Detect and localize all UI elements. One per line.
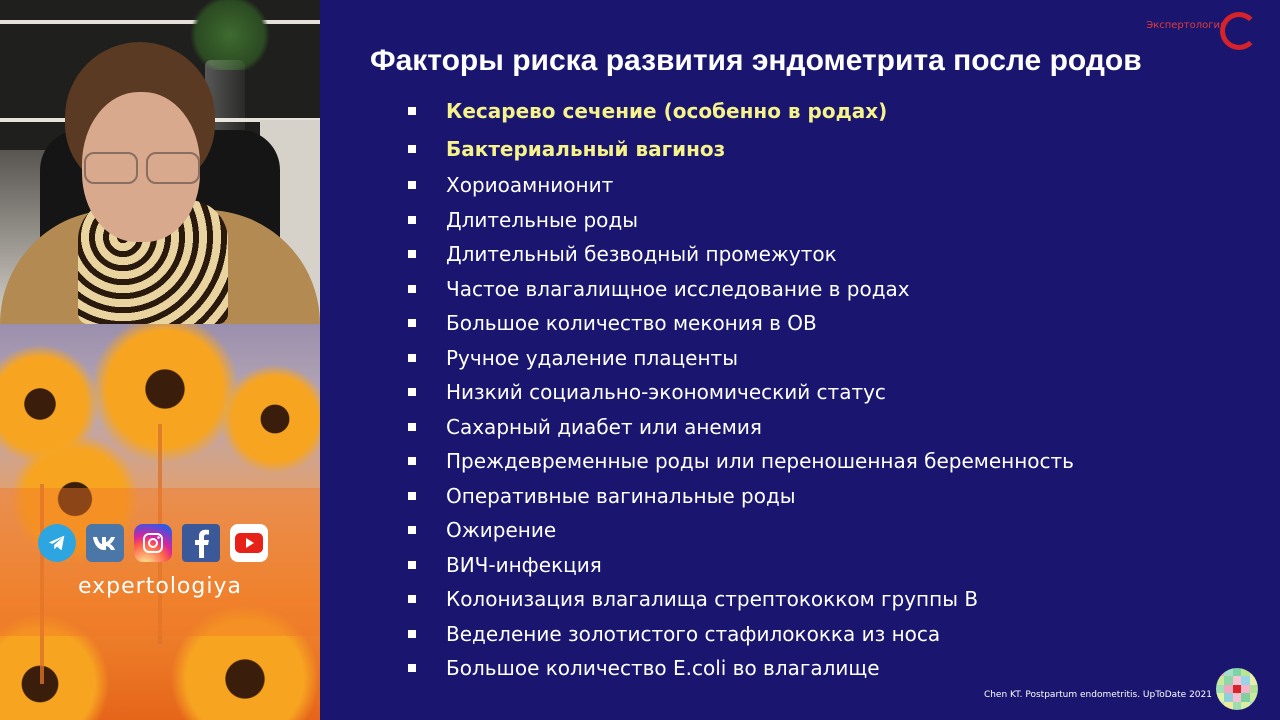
bullet-square-icon (408, 423, 416, 431)
bullet-text: Преждевременные роды или переношенная беременность (446, 449, 1074, 473)
bullet-item (408, 479, 1188, 514)
bullet-text: Хориоамнионит (446, 173, 614, 197)
bullet-item (408, 444, 1188, 479)
slide-citation: Chen KT. Postpartum endometritis. UpToDate 2021 (983, 690, 1212, 700)
bullet-text: Большое количество мекония в ОВ (446, 311, 817, 335)
bullet-item (408, 130, 1188, 168)
bullet-text: Длительные роды (446, 207, 639, 232)
bullet-square-icon (408, 388, 416, 396)
bullet-item (408, 203, 1188, 238)
speaker (0, 0, 320, 324)
bullet-square-icon (408, 285, 416, 293)
bullet-text: Оперативные вагинальные роды (446, 483, 796, 508)
bullet-square-icon (408, 319, 416, 327)
telegram-icon[interactable] (38, 524, 76, 562)
instagram-icon[interactable] (134, 524, 172, 562)
bullet-text: Ручное удаление плаценты (446, 345, 738, 370)
bullet-square-icon (408, 107, 416, 115)
bullet-square-icon (408, 561, 416, 569)
bullet-item (408, 617, 1188, 652)
bullet-square-icon (408, 181, 416, 189)
bullet-item (408, 375, 1188, 410)
bullet-item (408, 237, 1188, 272)
bullet-text: Бактериальный вагиноз (446, 137, 726, 161)
glasses-lens (146, 152, 200, 184)
facebook-icon[interactable] (182, 524, 220, 562)
pixel-logo-icon (1216, 668, 1258, 710)
webcam-video (0, 0, 320, 324)
bullet-item (408, 168, 1188, 203)
bullet-item (408, 92, 1188, 130)
flower-image (90, 324, 240, 464)
social-links (38, 524, 288, 564)
bullet-item (408, 582, 1188, 617)
bullet-text: Ожирение (446, 518, 557, 542)
bullet-text: Кесарево сечение (особенно в родах) (446, 99, 888, 123)
bullet-text: Низкий социально-экономический статус (446, 380, 886, 404)
bullet-text: Длительный безводный промежуток (446, 242, 837, 266)
flower-image (220, 364, 320, 474)
bullet-square-icon (408, 145, 416, 153)
bullet-item (408, 513, 1188, 548)
bullet-square-icon (408, 457, 416, 465)
bullet-item (408, 548, 1188, 583)
bullet-square-icon (408, 250, 416, 258)
bullet-text: Веделение золотистого стафилококка из носа (446, 621, 941, 646)
youtube-icon[interactable] (230, 524, 268, 562)
logo-ring-icon (1220, 12, 1258, 50)
bullet-text: Колонизация влагалища стрептококком группы В (446, 587, 979, 611)
speaker-glasses (84, 152, 200, 182)
bullet-square-icon (408, 216, 416, 224)
bullet-item (408, 651, 1188, 686)
bullet-square-icon (408, 664, 416, 672)
bullet-square-icon (408, 354, 416, 362)
logo-text: Экспертология (1146, 20, 1226, 31)
bullet-text: Сахарный диабет или анемия (446, 414, 762, 439)
presentation-slide (320, 0, 1280, 720)
bullet-text: Большое количество E.coli во влагалище (446, 656, 880, 680)
bullet-text: ВИЧ-инфекция (446, 552, 602, 577)
bullet-square-icon (408, 492, 416, 500)
bullet-item (408, 341, 1188, 376)
expertologiya-logo (1146, 6, 1270, 52)
slide-title: Факторы риска развития эндометрита после родов (370, 44, 1142, 77)
bullet-item (408, 410, 1188, 445)
brand-name: expertologiya (78, 574, 242, 599)
left-panel (0, 0, 320, 720)
bullet-item (408, 272, 1188, 307)
glasses-lens (84, 152, 138, 184)
bullet-list (408, 92, 1188, 686)
bullet-square-icon (408, 526, 416, 534)
bullet-item (408, 306, 1188, 341)
vk-icon[interactable] (86, 524, 124, 562)
bullet-square-icon (408, 595, 416, 603)
bullet-square-icon (408, 630, 416, 638)
bullet-text: Частое влагалищное исследование в родах (446, 276, 910, 301)
promo-banner (0, 324, 320, 720)
